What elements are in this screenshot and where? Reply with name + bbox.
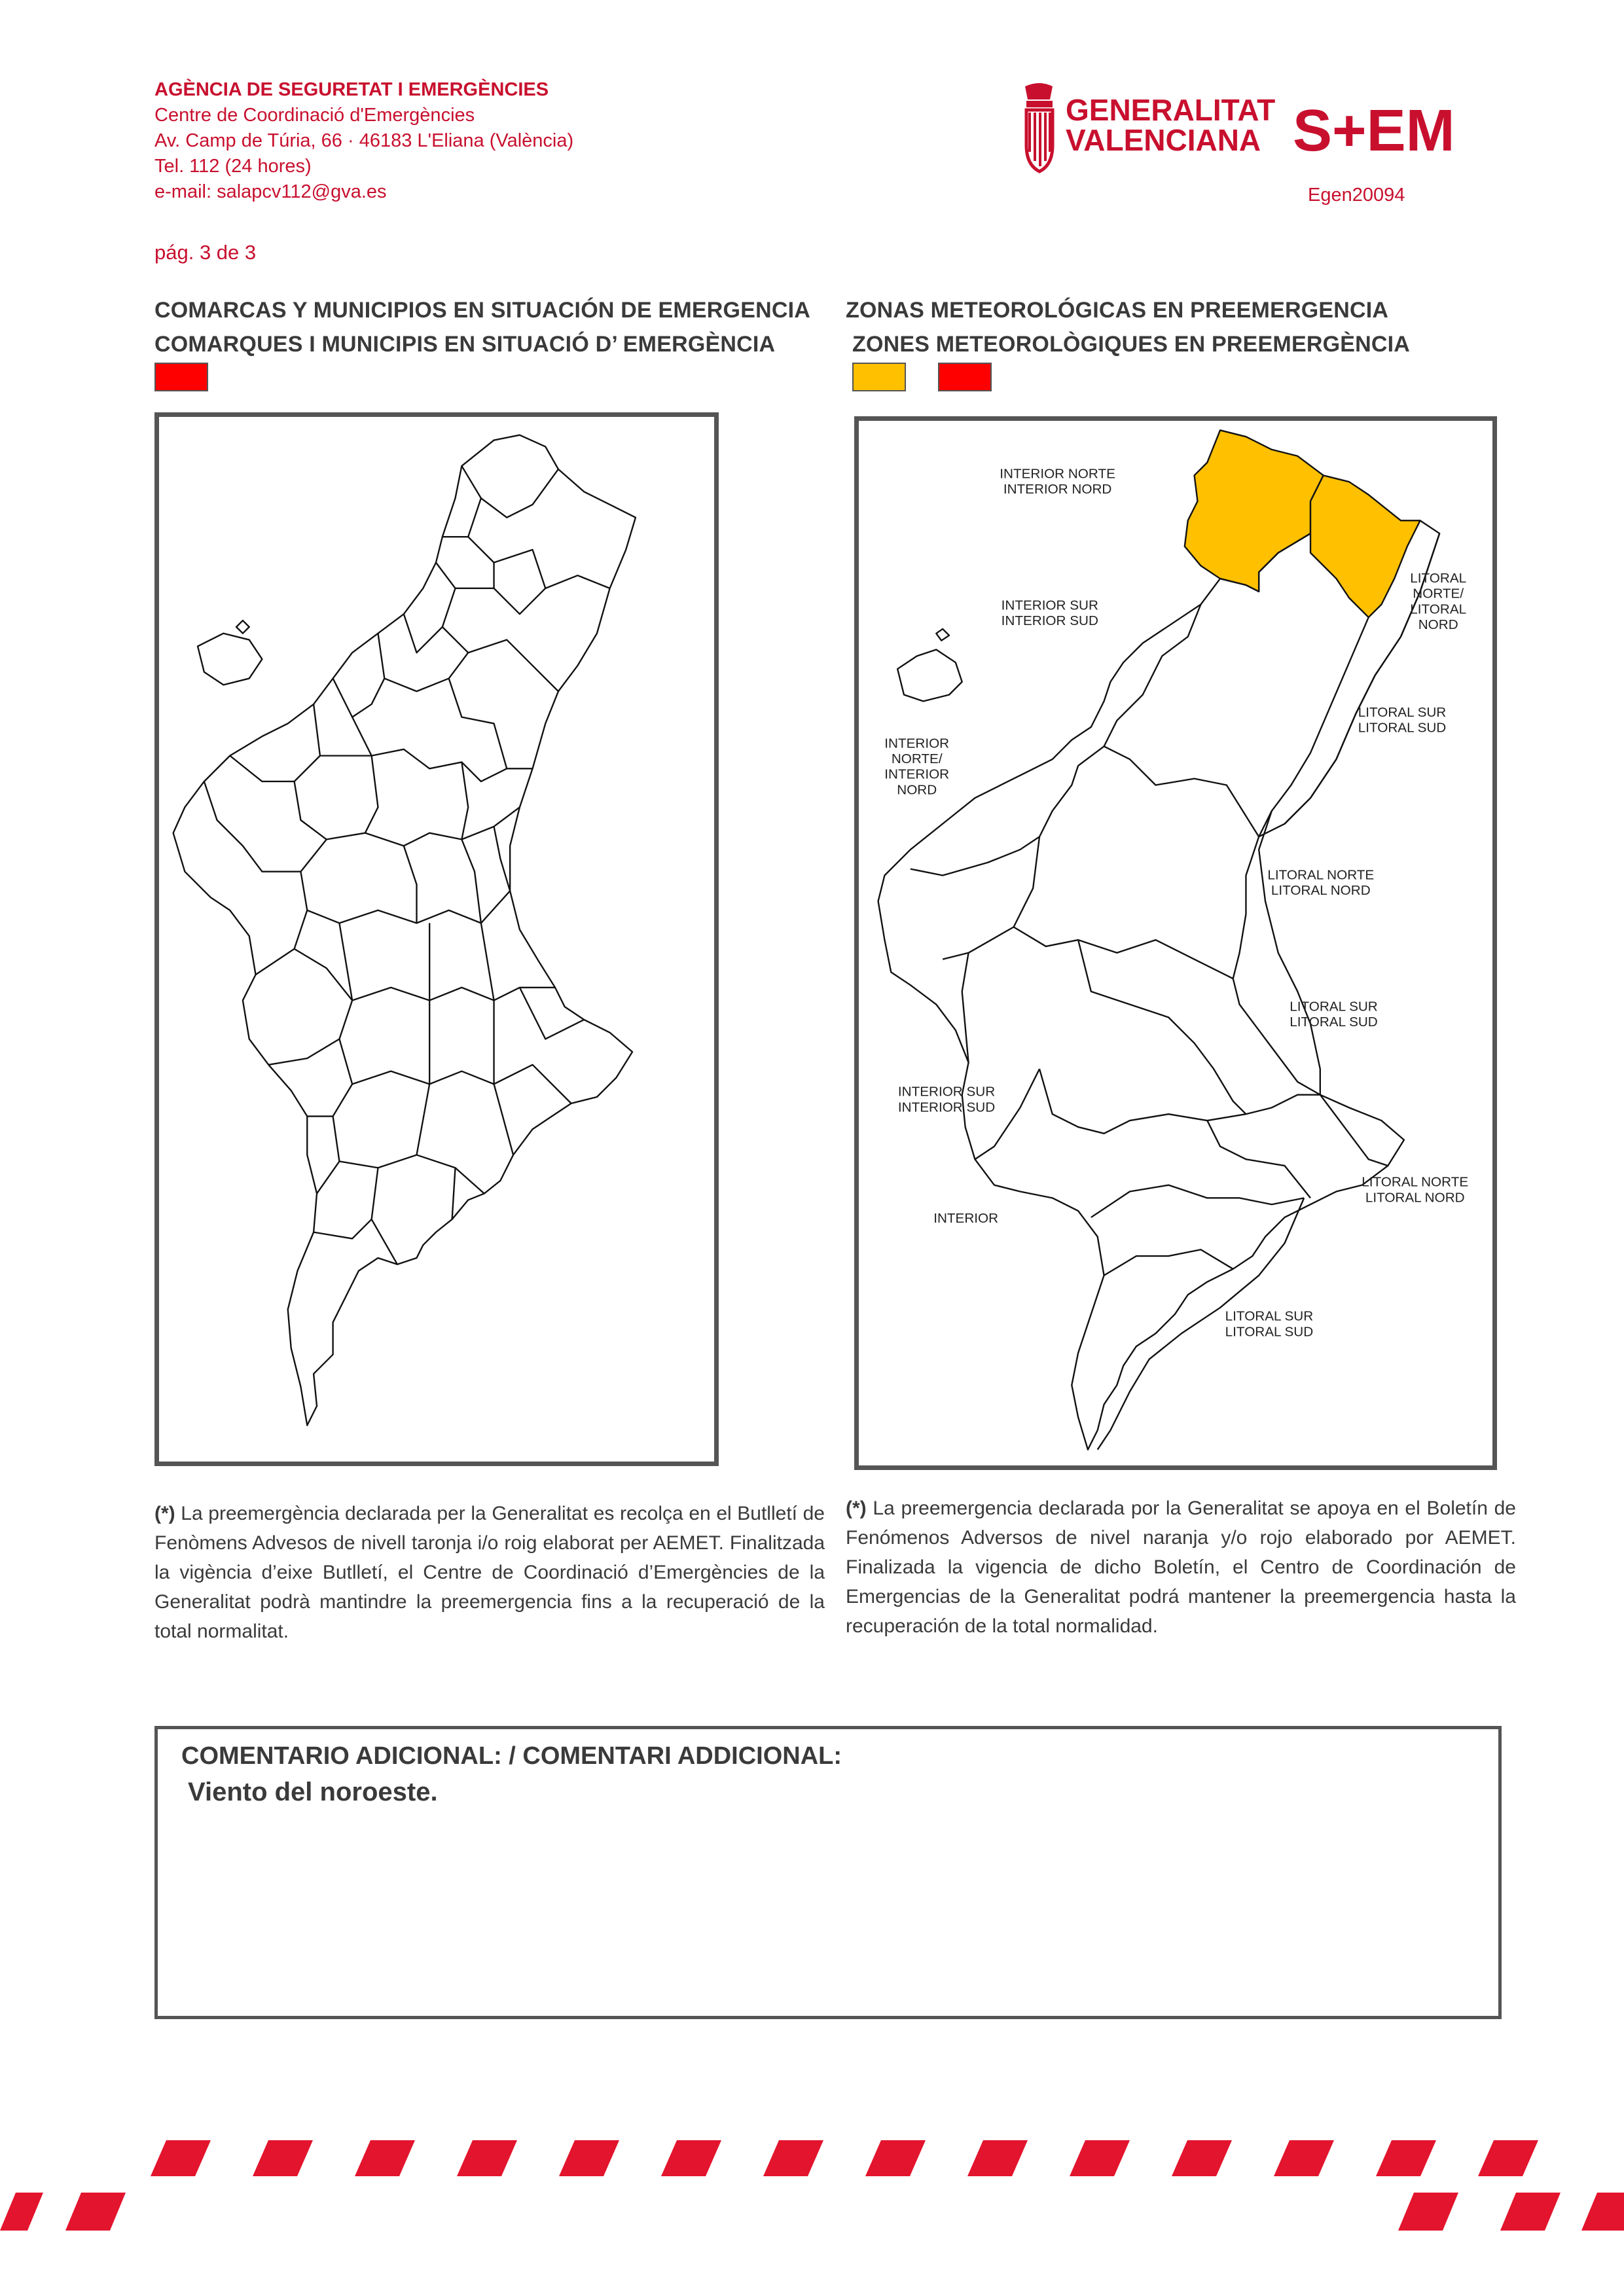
label-litoral-norte-south-1: LITORAL NORTE <box>1362 1174 1469 1190</box>
note-text-va: La preemergència declarada per la Generalitat es recolça en el Butlletí de Fenòmens Advesos de nivell taronja i/o roig elaborat per AEMET. Finalitzada la vigència d’eixe Butlletí, el Centre de Coordinació d’Emergències de la Generalitat podrà mantindre la preemergencia fins a la recuperació de la total normalitat. <box>154 1503 825 1642</box>
comarca-border <box>494 1084 514 1155</box>
comarca-border <box>461 466 558 518</box>
zone-border <box>1104 1249 1233 1275</box>
zone-border <box>1039 1069 1246 1134</box>
preemergency-title-va: ZONES METEOROLÒGIQUES EN PREEMERGÈNCIA <box>852 332 1411 357</box>
zone-litoral-norte-orange <box>1310 475 1420 617</box>
comarca-border <box>436 563 494 588</box>
comarca-border <box>230 704 320 781</box>
note-valencian <box>154 1499 825 1646</box>
emergency-title-va: COMARQUES I MUNICIPIS EN SITUACIÓ D’ EMERGÈNCIA <box>154 332 776 357</box>
island-outline <box>198 634 262 685</box>
comarca-border <box>352 1065 571 1103</box>
emergency-section-titles <box>154 293 810 361</box>
comarca-border <box>295 781 520 846</box>
comarca-border <box>333 634 385 717</box>
zone-border <box>1014 927 1233 978</box>
comarca-border <box>352 717 532 781</box>
agency-name: AGÈNCIA DE SEGURETAT I EMERGÈNCIES <box>154 79 549 100</box>
coastal-band-inner <box>1320 1095 1388 1166</box>
zone-border <box>943 836 1039 959</box>
zone-border <box>1078 940 1246 1114</box>
emergency-red-swatch <box>154 363 208 391</box>
document-code: Egen20094 <box>1308 185 1405 206</box>
generalitat-line1: GENERALITAT <box>1066 93 1276 127</box>
generalitat-line2: VALENCIANA <box>1066 123 1261 157</box>
zone-border <box>1207 1121 1310 1198</box>
label-interior-sur-top-1: INTERIOR SUR <box>1001 598 1098 613</box>
label-interior-norte-west-4: NORD <box>897 782 937 798</box>
note-spanish <box>846 1494 1516 1641</box>
label-litoral-norte-top-1: LITORAL <box>1410 570 1467 586</box>
preemergency-red-swatch <box>938 363 992 391</box>
comarca-border <box>449 679 507 769</box>
stripe-row-top <box>151 2140 1538 2176</box>
stripe-row-bottom <box>0 2193 1624 2231</box>
label-litoral-sur-mid-1: LITORAL SUR <box>1290 999 1378 1014</box>
label-interior-norte-west-1: INTERIOR <box>884 736 950 751</box>
comarca-border <box>452 1168 456 1219</box>
comarca-border <box>384 653 468 691</box>
decorative-stripes <box>0 2127 1624 2296</box>
label-litoral-norte-south-2: LITORAL NORD <box>1365 1190 1465 1206</box>
comarcas-map <box>154 412 719 1466</box>
label-litoral-sur-mid-2: LITORAL SUD <box>1290 1014 1378 1030</box>
comarca-border <box>442 588 558 691</box>
phone: Tel. 112 (24 hores) <box>154 156 312 177</box>
email: e-mail: salapcv112@gva.es <box>154 181 387 202</box>
label-litoral-sur-south-2: LITORAL SUD <box>1225 1324 1314 1340</box>
label-litoral-norte-mid-1: LITORAL NORTE <box>1267 867 1375 883</box>
comment-title: COMENTARIO ADICIONAL: / COMENTARI ADDICIONAL: <box>181 1742 842 1770</box>
preemergency-orange-swatch <box>852 363 906 391</box>
region-outline <box>173 435 636 1426</box>
label-interior-norte-top-2: INTERIOR NORD <box>1003 481 1112 497</box>
emergency-title-es: COMARCAS Y MUNICIPIOS EN SITUACIÓN DE EMERGENCIA <box>154 298 810 323</box>
label-interior-sur-mid-2: INTERIOR SUD <box>897 1100 996 1115</box>
page-number: pág. 3 de 3 <box>154 241 257 264</box>
label-litoral-norte-mid-2: LITORAL NORD <box>1271 883 1371 899</box>
label-litoral-sur-top-1: LITORAL SUR <box>1358 705 1447 721</box>
center-name: Centre de Coordinació d'Emergències <box>154 105 475 126</box>
sem-logo <box>1293 98 1455 164</box>
zone-interior-norte-orange <box>1185 430 1324 591</box>
island-outline <box>236 620 249 634</box>
comarca-border <box>268 949 352 1065</box>
meteo-zones-map <box>854 416 1497 1470</box>
address: Av. Camp de Túria, 66 · 46183 L'Eliana (València) <box>154 130 574 151</box>
comarca-border <box>468 498 609 588</box>
preemergency-section-titles <box>846 293 1410 361</box>
comarca-border <box>404 614 442 653</box>
comarca-border <box>365 756 378 833</box>
comarca-border <box>317 1117 339 1194</box>
note-asterisk: (*) <box>846 1498 867 1519</box>
label-interior: INTERIOR <box>933 1210 999 1226</box>
zone-border <box>1246 1095 1320 1115</box>
label-litoral-norte-top-2: NORTE/ <box>1413 586 1464 601</box>
comarca-border <box>461 840 481 924</box>
label-litoral-sur-top-2: LITORAL SUD <box>1358 720 1447 736</box>
sem-text: S+EM <box>1293 98 1455 164</box>
additional-comment-box <box>154 1726 1502 2019</box>
meteo-zones-map-svg <box>859 421 1492 1465</box>
label-litoral-norte-top-4: NORD <box>1418 617 1458 632</box>
comarca-border <box>314 1219 372 1239</box>
comarca-border <box>481 923 494 1000</box>
comarcas-map-svg <box>159 417 714 1462</box>
comment-text: Viento del noroeste. <box>188 1778 438 1806</box>
coastal-band-inner <box>1259 617 1369 836</box>
zone-border <box>1104 746 1259 836</box>
label-interior-norte-west-3: INTERIOR <box>884 766 950 782</box>
note-text-es: La preemergencia declarada por la Generalitat se apoya en el Boletín de Fenómenos Adversos de nivel naranja y/o rojo elaborado por AEMET. Finalizada la vigencia de dicho Boletín, el Centro de Coordinación de Emergencias de la Generalitat podrá mantener la preemergencia hasta la recuperación de la total normalidad. <box>846 1498 1516 1637</box>
island-outline <box>936 629 949 641</box>
label-interior-norte-west-2: NORTE/ <box>891 751 943 766</box>
generalitat-logo <box>1013 80 1276 178</box>
note-asterisk: (*) <box>154 1503 175 1524</box>
comarca-border <box>494 588 546 614</box>
coat-of-arms-icon <box>1025 83 1053 171</box>
agency-header <box>154 77 573 205</box>
zone-border <box>1091 1185 1304 1217</box>
comarca-border <box>461 762 468 839</box>
coastal-band-inner <box>1259 811 1320 1095</box>
label-interior-sur-top-2: INTERIOR SUD <box>1001 613 1098 629</box>
comarca-border <box>256 872 308 975</box>
comarca-border <box>417 1084 430 1155</box>
island-outline <box>897 649 962 701</box>
zone-border <box>1104 604 1201 746</box>
label-interior-norte-top-1: INTERIOR NORTE <box>1000 466 1115 482</box>
comarca-border <box>372 1168 397 1265</box>
comarca-border <box>339 1155 484 1194</box>
preemergency-title-es: ZONAS METEOROLÓGICAS EN PREEMERGENCIA <box>846 298 1389 323</box>
comarca-border <box>494 827 511 891</box>
comarca-border <box>339 923 352 1000</box>
comarca-border <box>307 1039 352 1116</box>
label-litoral-sur-south-1: LITORAL SUR <box>1225 1308 1314 1324</box>
comarca-border <box>404 846 417 923</box>
label-litoral-norte-top-3: LITORAL <box>1410 601 1467 617</box>
zone-border <box>962 953 969 1063</box>
label-interior-sur-mid-1: INTERIOR SUR <box>897 1084 996 1100</box>
